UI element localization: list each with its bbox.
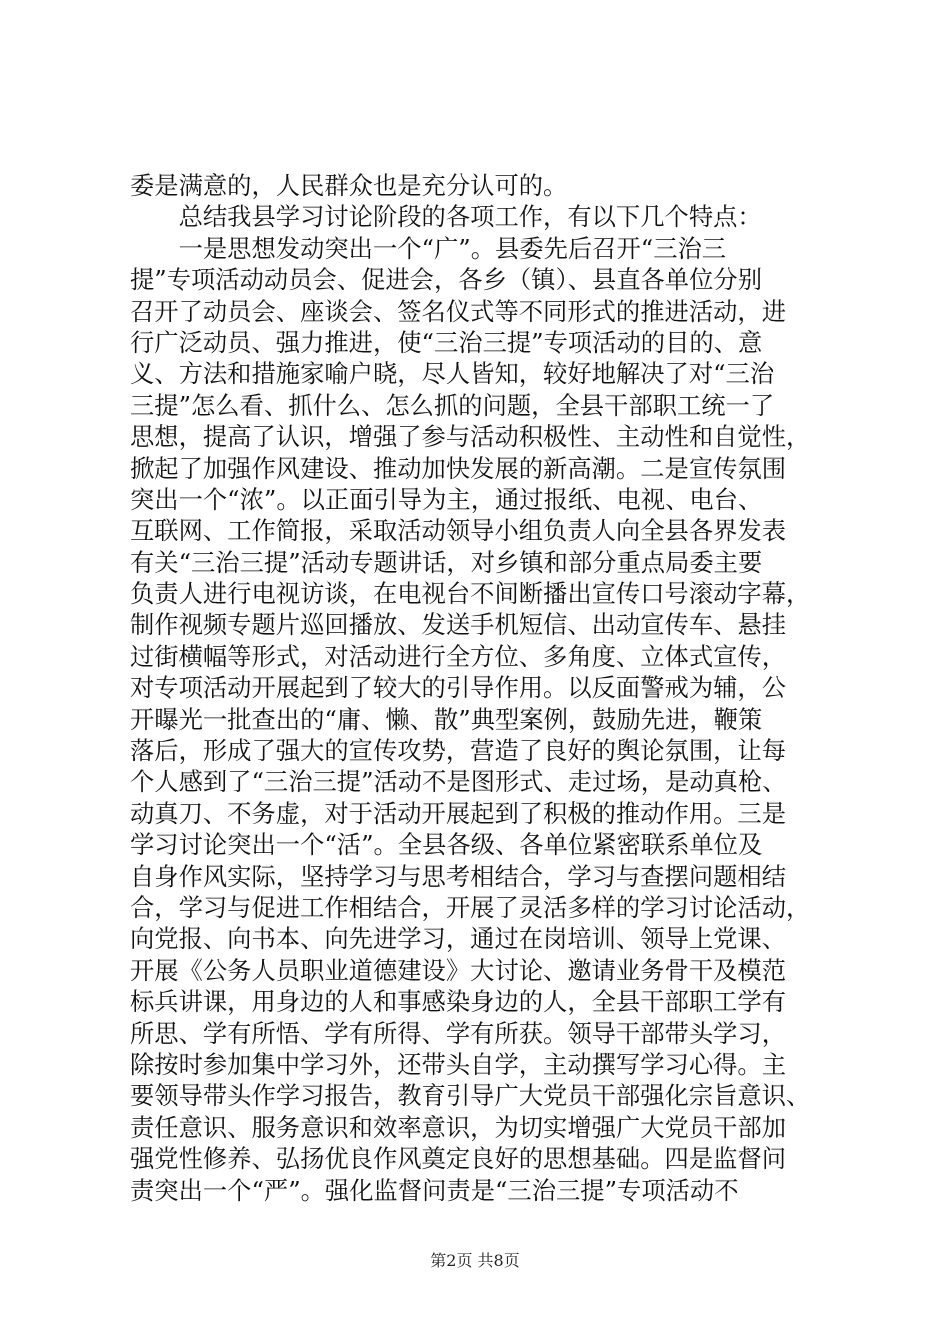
document-body: [130, 170, 830, 1206]
page-footer: 第2页 共8页: [430, 1251, 520, 1270]
text-line: 总结我县学习讨论阶段的各项工作，有以下几个特点：: [130, 202, 762, 232]
text-line: 要领导带头作学习报告，教育引导广大党员干部强化宗旨意识、: [130, 1081, 811, 1111]
text-line: 召开了动员会、座谈会、签名仪式等不同形式的推进活动，进: [130, 296, 787, 326]
text-line: 开展《公务人员职业道德建设》大讨论、邀请业务骨干及模范: [130, 955, 787, 985]
text-line: 责任意识、服务意识和效率意识，为切实增强广大党员干部加: [130, 1112, 787, 1142]
text-line: 责突出一个“严”。强化监督问责是“三治三提”专项活动不: [130, 1175, 739, 1205]
text-line: 提”专项活动动员会、促进会，各乡（镇）、县直各单位分别: [130, 265, 762, 295]
text-line: 义、方法和措施家喻户晓，尽人皆知，较好地解决了对“三治: [130, 359, 775, 389]
text-line: 合，学习与促进工作相结合，开展了灵活多样的学习讨论活动，: [130, 892, 811, 922]
text-line: 三提”怎么看、抓什么、怎么抓的问题，全县干部职工统一了: [130, 390, 775, 420]
text-line: 标兵讲课，用身边的人和事感染身边的人，全县干部职工学有: [130, 987, 787, 1017]
text-line: 落后，形成了强大的宣传攻势，营造了良好的舆论氛围，让每: [130, 736, 787, 766]
text-line: 自身作风实际，坚持学习与思考相结合，学习与查摆问题相结: [130, 861, 787, 891]
text-line: 突出一个“浓”。以正面引导为主，通过报纸、电视、电台、: [130, 484, 763, 514]
text-line: 学习讨论突出一个“活”。全县各级、各单位紧密联系单位及: [130, 830, 763, 860]
text-line: 对专项活动开展起到了较大的引导作用。以反面警戒为辅，公: [130, 673, 787, 703]
text-line: 有关“三治三提”活动专题讲话，对乡镇和部分重点局委主要: [130, 547, 763, 577]
text-line: 委是满意的，人民群众也是充分认可的。: [130, 171, 568, 200]
text-line: 过街横幅等形式，对活动进行全方位、多角度、立体式宣传，: [130, 641, 787, 671]
text-line: 制作视频专题片巡回播放、发送手机短信、出动宣传车、悬挂: [130, 610, 787, 640]
text-line: 一是思想发动突出一个“广”。县委先后召开“三治三: [130, 233, 727, 263]
text-line: 强党性修养、弘扬优良作风奠定良好的思想基础。四是监督问: [130, 1144, 787, 1174]
text-line: 掀起了加强作风建设、推动加快发展的新高潮。二是宣传氛围: [130, 453, 787, 483]
text-line: 个人感到了“三治三提”活动不是图形式、走过场，是动真枪、: [130, 767, 787, 797]
text-line: 除按时参加集中学习外，还带头自学，主动撰写学习心得。主: [130, 1049, 787, 1079]
text-line: 思想，提高了认识，增强了参与活动积极性、主动性和自觉性，: [130, 422, 811, 452]
text-line: 负责人进行电视访谈，在电视台不间断播出宣传口号滚动字幕，: [130, 579, 811, 609]
text-line: 开曝光一批查出的“庸、懒、散”典型案例，鼓励先进，鞭策: [130, 704, 763, 734]
text-line: 互联网、工作简报，采取活动领导小组负责人向全县各界发表: [130, 516, 787, 546]
text-line: 行广泛动员、强力推进，使“三治三提”专项活动的目的、意: [130, 327, 763, 357]
text-line: 向党报、向书本、向先进学习，通过在岗培训、领导上党课、: [130, 924, 787, 954]
text-line: 动真刀、不务虚，对于活动开展起到了积极的推动作用。三是: [130, 798, 787, 828]
text-line: 所思、学有所悟、学有所得、学有所获。领导干部带头学习，: [130, 1018, 787, 1048]
